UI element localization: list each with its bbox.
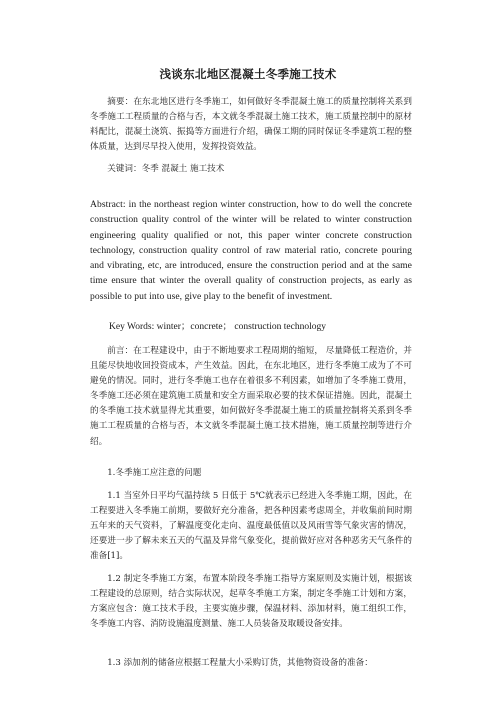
keywords-cn-text: 关键词：冬季 混凝土 施工技术 <box>107 164 225 174</box>
para-1-1 <box>90 489 412 564</box>
abstract-en <box>90 197 412 304</box>
para-1-2-text: 1.2 制定冬季施工方案，布置本阶段冬季施工指导方案原则及实施计划，根据该工程建设的总原则，结合实际状况，起草冬季施工方案，制定冬季施工计划和方案，方案应包含：施工技术手段，主要实施步骤，保温材料、添加材料，施工组织工作，冬季施工内容、消防设施温度测量、施工人员装备及取暖设备安排。 <box>90 574 412 630</box>
abstract-cn <box>90 95 412 155</box>
preface-text: 前言：在工程建设中，由于不断地要求工程周期的缩短， 尽量降低工程造价，并且能尽快地收回投资成本，产生效益。因此，在东北地区，进行冬季施工成为了不可避免的情况。同时，进行冬季施工也存在着很多不利因素，如增加了冬季施工费用，冬季施工还必须在建筑施工质量和安全方面采取必要的技术保证措施。因此，混凝土的冬季施工技术就显得尤其重要，如何做好冬季混凝土施工的质量控制将关系到冬季施工工程质量的合格与否，本文就冬季混凝土施工技术措施，施工质量控制等进行介绍。 <box>90 346 412 447</box>
para-1-3-text: 1.3 添加剂的储备应根据工程量大小采购订货，其他物资设备的准备： <box>107 658 373 668</box>
para-1-2 <box>90 572 412 632</box>
para-1-3 <box>90 656 412 671</box>
keywords-en <box>90 320 412 335</box>
preface <box>90 344 412 450</box>
keywords-cn <box>90 162 412 177</box>
abstract-cn-text: 摘要：在东北地区进行冬季施工，如何做好冬季混凝土施工的质量控制将关系到冬季施工工程质量的合格与否，本文就冬季混凝土施工技术，施工质量控制中的原材料配比，混凝土浇筑、振捣等方面进行介绍，确保工期的同时保证冬季建筑工程的整体质量，达到尽早投入使用，发挥投资效益。 <box>90 97 412 153</box>
document-title: 浅谈东北地区混凝土冬季施工技术 <box>159 67 337 81</box>
keywords-en-text: Key Words: winter；concrete； construction technology <box>109 322 326 332</box>
abstract-en-text: Abstract: in the northeast region winter construction, how to do well the concrete construction quality control of the winter will be related to winter construction engineering quality qualified or not, this paper winter concrete construction technology, construction quality control of raw material ratio, concrete pouring and vibrating, etc, are introduced, ensure the construction period and at the same time ensure that winter the overall quality of construction projects, as early as possible to put into use, give play to the benefit of investment. <box>90 199 412 302</box>
section-heading: 1.冬季施工应注意的问题 <box>107 468 202 478</box>
para-1-1-text: 1.1 当室外日平均气温持续 5 日低于 5℃就表示已经进入冬季施工期，因此，在工程要进入冬季施工前期，要做好充分准备，把各种因素考虑周全，并收集前间时期五年来的天气资料，了解温度变化走向、温度最低值以及风雨雪等气象灾害的情况，还要进一步了解未来五天的气温及异常气象变化，提前做好应对各种恶劣天气条件的准备[1]。 <box>90 491 412 562</box>
section-1-heading <box>90 466 412 481</box>
